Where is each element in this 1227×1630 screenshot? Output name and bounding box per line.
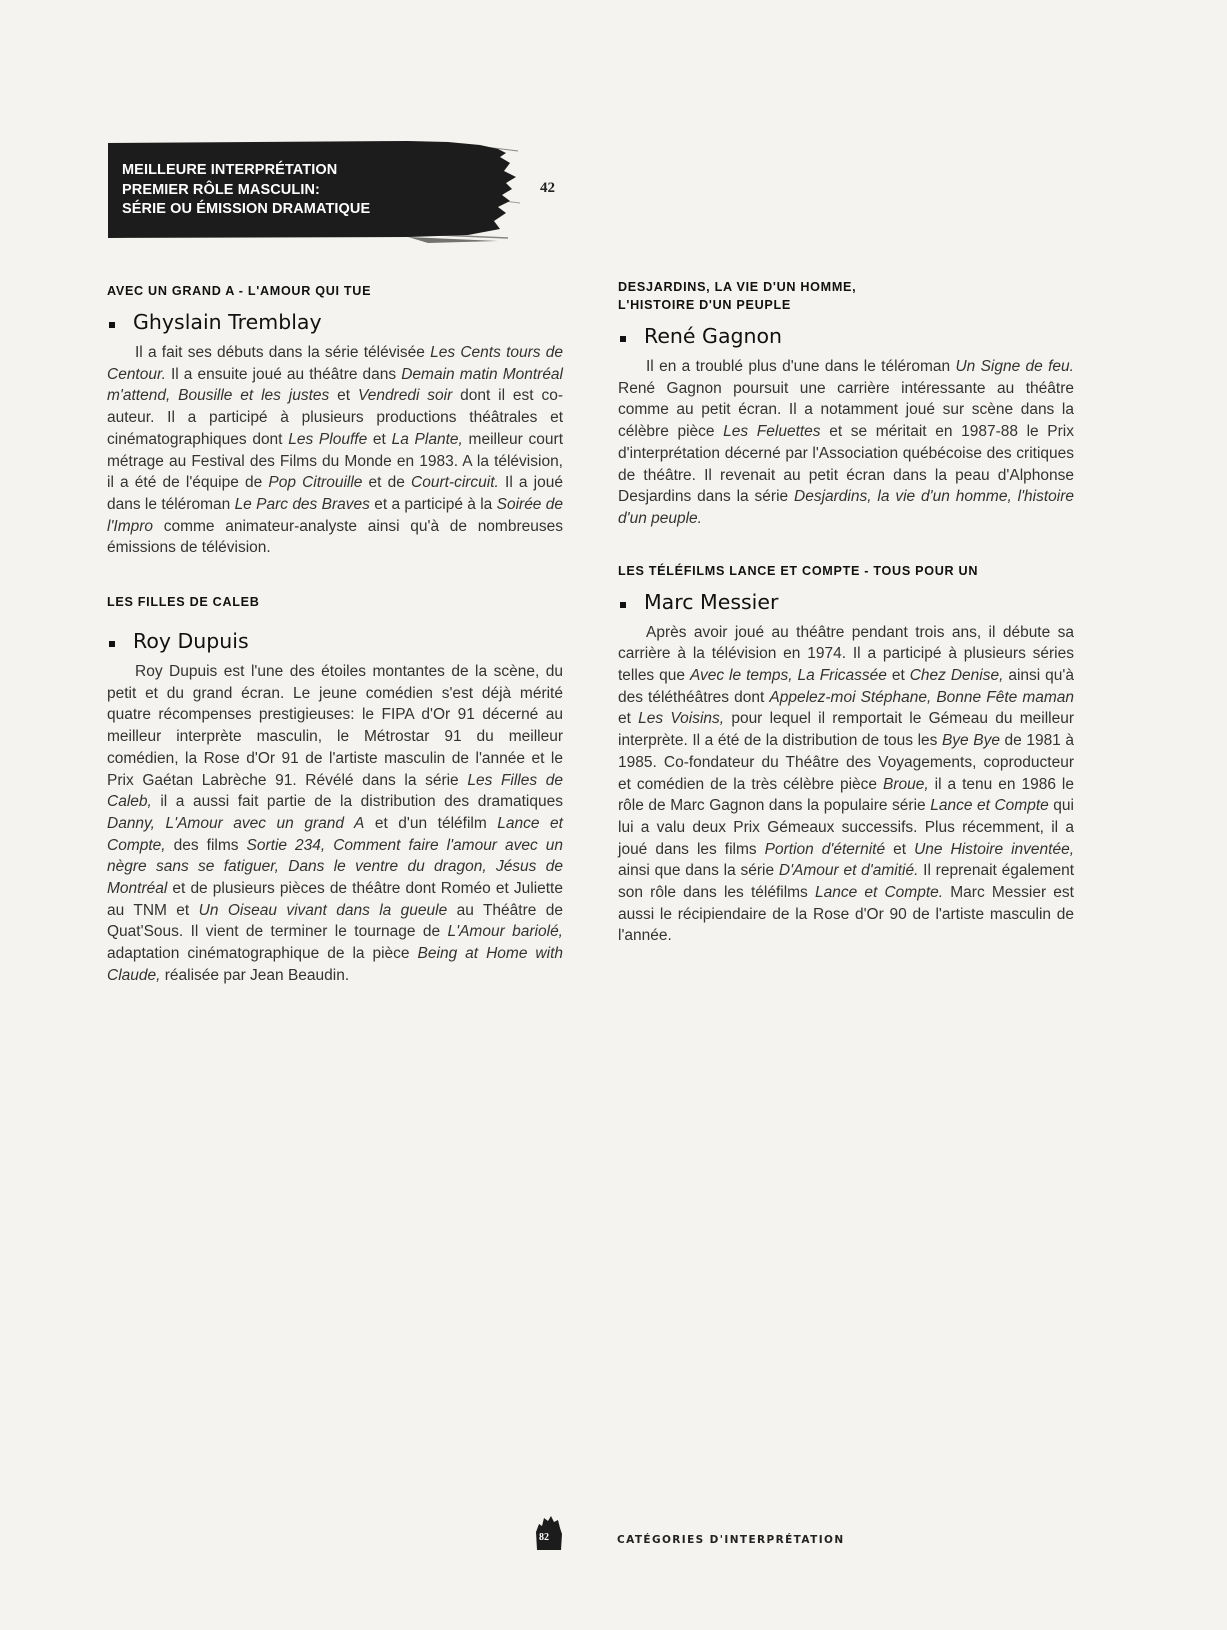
text-run: il a tenu en 1986 le rôle de Marc Gagnon dans la populaire série (618, 775, 1074, 815)
nominee-name: Ghyslain Tremblay (133, 310, 322, 334)
nominee-heading (107, 310, 563, 334)
text-run: Marc Messier est aussi le récipiendaire de la Rose d'Or 90 de l'artiste masculin de l'année. (618, 884, 1074, 945)
square-bullet-icon (109, 322, 115, 328)
banner-title (122, 161, 370, 220)
square-bullet-icon (109, 641, 115, 647)
italic-title-run: Les Feluettes (723, 423, 821, 441)
italic-title-run: Les Voisins, (638, 710, 725, 728)
text-run: et (886, 667, 910, 685)
nominee-heading (618, 590, 1074, 614)
italic-title-run: Lance et Compte. (814, 884, 944, 902)
text-run: et a participé à la (369, 495, 497, 513)
text-run: René Gagnon poursuit une carrière intéressante au théâtre comme au petit écran. Il a notamment joué sur scène dans la célèbre pièce (618, 379, 1074, 441)
text-run: qui lui a valu deux Prix Gémeaux successifs. Plus récemment, il a joué dans les films (618, 797, 1074, 858)
italic-title-run: Desjardins, la vie d'un homme, l'histoire d'un peuple. (618, 488, 1074, 527)
nominee-heading (618, 324, 1074, 348)
left-column (107, 282, 563, 987)
italic-title-run: Les Filles de Caleb, (107, 771, 563, 811)
italic-title-run: Un Oiseau vivant dans la gueule (198, 901, 448, 919)
text-run: des films (165, 836, 247, 854)
text-run: ainsi qu'à des téléthéâtres dont (618, 667, 1074, 706)
text-run: de 1981 à 1985. Co-fondateur du Théâtre des Voyagements, coproducteur et comédien de la très célèbre pièce (618, 732, 1074, 793)
section-title: LES FILLES DE CALEB (107, 595, 260, 610)
italic-title-run: Danny, L'Amour avec un grand A (107, 814, 365, 832)
page-number: 82 (539, 1532, 549, 1543)
section-title (618, 562, 1074, 580)
italic-title-run: Vendredi soir (357, 387, 453, 405)
section-title-line: L'HISTOIRE D'UN PEUPLE (618, 297, 792, 312)
text-run: Il a fait ses débuts dans la série télévisée (135, 344, 431, 361)
text-run: Roy Dupuis est l'une des étoiles montantes de la scène, du petit et du grand écran. Le jeune comédien s'est déjà mérité quatre récompenses prestigieuses: le FIPA d'Or 91 décerné au meilleur interprète masculin, le Métrostar 91 du meilleur comédien, la Rose d'Or 91 de l'artiste masculin de l'année et le Prix Gaétan Labrèche 91. Révélé dans la série (107, 663, 563, 789)
section-title-line: DESJARDINS, LA VIE D'UN HOMME, (618, 280, 857, 294)
italic-title-run: Bye Bye (941, 732, 1000, 750)
nominee-bio (107, 661, 563, 987)
footer-section-label: CATÉGORIES D'INTERPRÉTATION (617, 1534, 845, 1546)
italic-title-run: La Plante, (391, 430, 463, 448)
nominee-name: René Gagnon (644, 324, 783, 348)
italic-title-run: Court-circuit. (411, 474, 499, 492)
section-title (618, 279, 1074, 314)
text-run: Il en a troublé plus d'une dans le téléroman (646, 358, 956, 375)
italic-title-run: Pop Citrouille (268, 474, 363, 492)
category-banner (108, 141, 528, 245)
nominee-heading (107, 629, 563, 653)
italic-title-run: Portion d'éternité (764, 840, 886, 858)
text-run: meilleur court métrage au Festival des Films du Monde en 1983. A la télévision, il a été de l'équipe de (107, 430, 564, 492)
nominee-bio (618, 356, 1074, 530)
text-run: Il reprenait également son rôle dans les téléfilms (618, 862, 1075, 902)
italic-title-run: Sortie 234, Comment faire l'amour avec un nègre sans se fatiguer, Dans le ventre du dragon, Jésus de Montréal (107, 836, 564, 898)
italic-title-run: Avec le temps, La Fricassée (689, 667, 887, 685)
nominee-name: Marc Messier (644, 589, 779, 614)
text-run: et (618, 710, 639, 728)
text-run: Après avoir joué au théâtre pendant trois ans, il débute sa carrière à la télévision en 1974. Il a participé à plusieurs séries telles que (618, 623, 1074, 685)
text-run: et de (362, 474, 412, 492)
text-run: Il a ensuite joué au théâtre dans (165, 365, 402, 383)
italic-title-run: Broue, (883, 775, 929, 793)
text-run: au Théâtre de Quat'Sous. Il vient de terminer le tournage de (107, 901, 563, 941)
text-run: adaptation cinématographique de la pièce (107, 945, 418, 963)
italic-title-run: L'Amour bariolé, (447, 923, 563, 941)
text-run: et (885, 840, 915, 858)
text-run: comme animateur-analyste ainsi qu'à de nombreuses émissions de télévision. (107, 517, 563, 557)
text-run: Il a joué dans le téléroman (107, 474, 563, 513)
text-run: pour lequel il remportait le Gémeau du meilleur interprète. Il a été de la distribution de tous les (618, 710, 1075, 750)
italic-title-run: Soirée de l'Impro (107, 495, 563, 535)
square-bullet-icon (620, 336, 626, 342)
nominee-name: Roy Dupuis (133, 629, 249, 654)
square-bullet-icon (620, 602, 626, 608)
banner-line: SÉRIE OU ÉMISSION DRAMATIQUE (122, 201, 371, 217)
italic-title-run: D'Amour et d'amitié. (778, 862, 919, 880)
text-run: il a aussi fait partie de la distribution des dramatiques (151, 793, 563, 811)
italic-title-run: Un Signe de feu. (955, 358, 1074, 375)
text-run: et d'un téléfilm (364, 814, 498, 832)
banner-line: MEILLEURE INTERPRÉTATION (122, 162, 338, 178)
italic-title-run: Appelez-moi Stéphane, Bonne Fête maman (769, 688, 1074, 706)
text-run: et de plusieurs pièces de théâtre dont Roméo et Juliette au TNM et (107, 880, 563, 919)
italic-title-run: Lance et Compte (930, 797, 1049, 815)
text-run: ainsi que dans la série (618, 862, 779, 880)
text-run: et se méritait en 1987-88 le Prix d'interprétation décerné par l'Association québécoise des critiques de théâtre. Il revenait au petit écran dans la peau d'Alphonse Desjardins dans la série (618, 423, 1074, 506)
section-title-line: LES TÉLÉFILMS LANCE ET COMPTE - TOUS POUR UN (618, 563, 979, 578)
text-run: et (367, 430, 392, 448)
text-run: dont il est co-auteur. Il a participé à plusieurs productions théâtrales et cinématographiques dont (107, 387, 563, 448)
italic-title-run: Demain matin Montréal m'attend, Bousille et les justes (107, 365, 563, 405)
text-run: et (329, 387, 358, 405)
italic-title-run: Le Parc des Braves (234, 495, 370, 513)
page-number-badge (534, 1514, 564, 1554)
section-title: AVEC UN GRAND A - L'AMOUR QUI TUE (107, 284, 372, 298)
italic-title-run: Les Cents tours de Centour. (107, 344, 563, 383)
right-column (618, 279, 1074, 947)
italic-title-run: Being at Home with Claude, (107, 945, 563, 984)
category-number: 42 (540, 180, 555, 196)
italic-title-run: Les Plouffe (288, 430, 368, 448)
italic-title-run: Chez Denise, (909, 667, 1004, 685)
nominee-bio (618, 622, 1074, 948)
banner-line: PREMIER RÔLE MASCULIN: (122, 181, 320, 198)
text-run: réalisée par Jean Beaudin. (160, 966, 350, 984)
nominee-bio (107, 342, 563, 559)
italic-title-run: Une Histoire inventée, (914, 840, 1075, 858)
italic-title-run: Lance et Compte, (107, 814, 563, 854)
